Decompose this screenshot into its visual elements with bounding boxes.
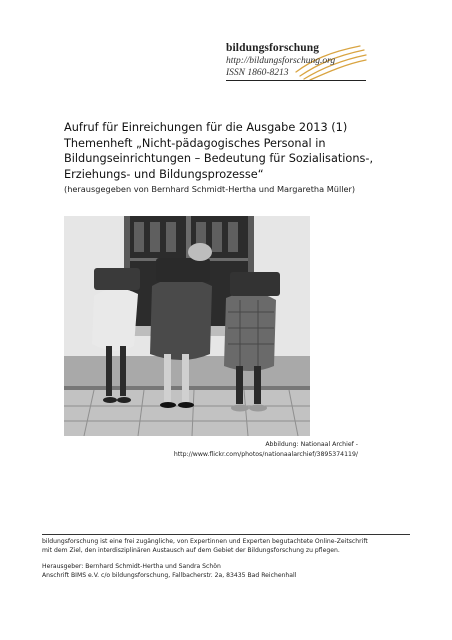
caption-credit: Abbildung: Nationaal Archief - [265,441,358,448]
editors-note: (herausgegeben von Bernhard Schmidt-Hertha und Margaretha Müller) [64,184,356,194]
footer-publisher: Herausgeber: Bernhard Schmidt-Hertha und Sandra Schön [42,563,221,571]
footer-description-line: mit dem Ziel, den interdisziplinären Austausch auf dem Gebiet der Bildungsforschung zu pflegen. [42,546,340,554]
logo-url[interactable]: http://bildungsforschung.org [226,56,336,66]
caption-link[interactable]: http://www.flickr.com/photos/nationaalarchief/3895374119/ [173,451,358,458]
photo-caption [174,440,358,460]
call-title [64,120,374,182]
footer [42,538,422,580]
title-line: Aufruf für Einreichungen für die Ausgabe 2013 (1) [64,121,348,134]
photo-children-at-window [64,216,310,436]
footer-description-line: bildungsforschung ist eine frei zugängliche, von Expertinnen und Experten begutachtete Online-Zeitschrift [42,538,368,545]
footer-gap [42,555,422,563]
logo-divider [226,80,366,81]
photo-image [64,216,310,436]
footer-address: Anschrift BIMS e.V. c/o bildungsforschung, Fallbacherstr. 2a, 83435 Bad Reichenhall [42,571,297,579]
footer-divider [42,534,410,535]
title-line: Themenheft „Nicht-pädagogisches Personal in [64,136,326,150]
logo-issn: ISSN 1860-8213 [226,68,289,78]
title-line: Erziehungs- und Bildungsprozesse“ [64,167,264,181]
logo-wordmark: bildungsforschung [226,42,320,54]
title-line: Bildungseinrichtungen – Bedeutung für Sozialisations-, [64,152,374,165]
